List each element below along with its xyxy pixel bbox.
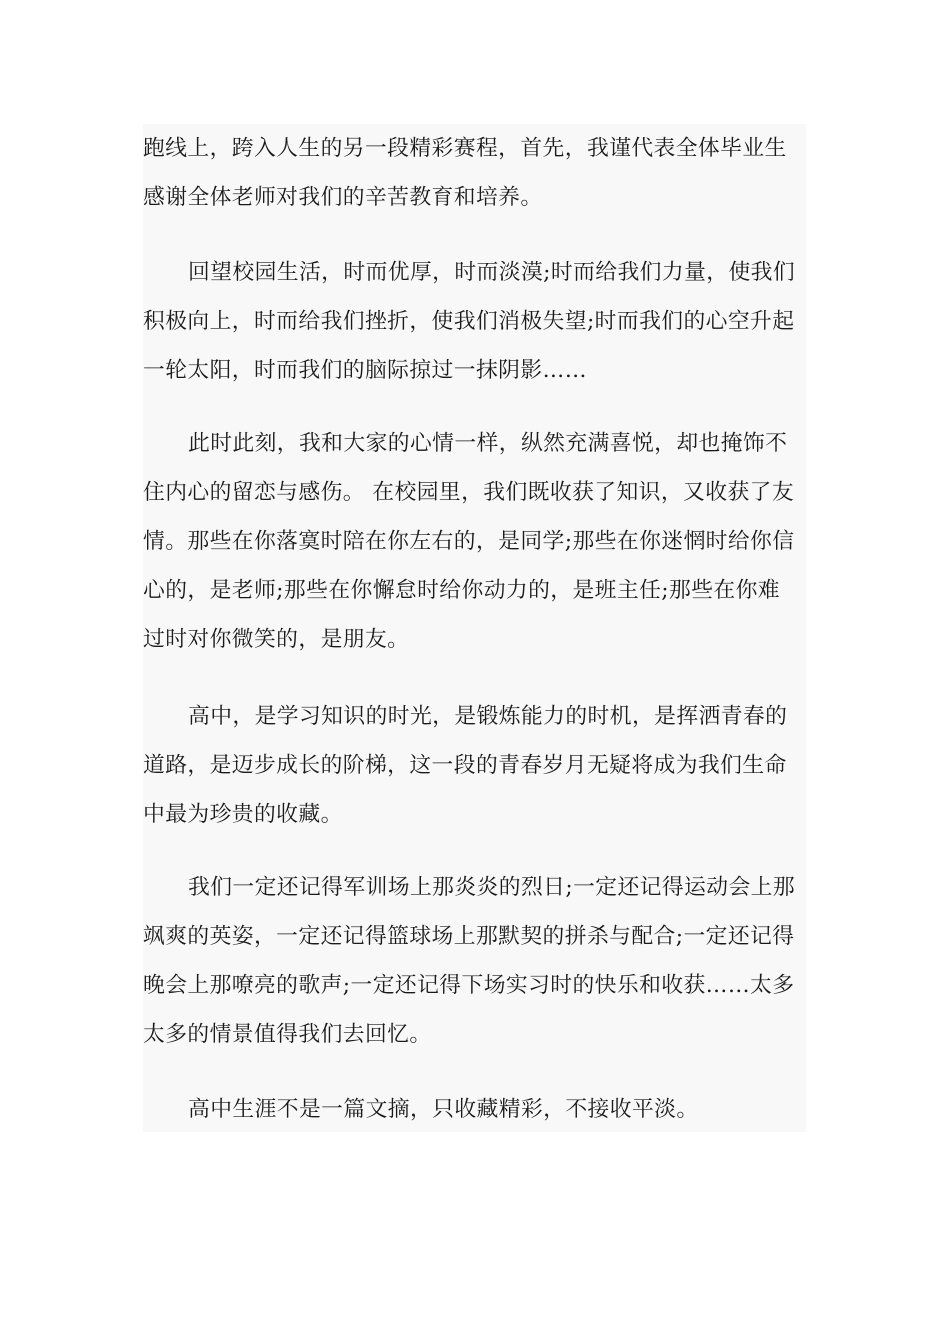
paragraph-line: 飒爽的英姿，一定还记得篮球场上那默契的拼杀与配合;一定还记得 <box>143 924 795 949</box>
paragraph-1 <box>143 124 806 222</box>
paragraph-line: 太多的情景值得我们去回忆。 <box>143 1022 432 1047</box>
paragraph-line: 心的，是老师;那些在你懈怠时给你动力的，是班主任;那些在你难 <box>143 578 781 603</box>
paragraph-4 <box>143 692 806 839</box>
paragraph-line: 住内心的留恋与感伤。 在校园里，我们既收获了知识，又收获了友 <box>143 480 795 505</box>
paragraph-3 <box>143 419 806 664</box>
paragraph-5 <box>143 863 806 1059</box>
paragraph-line: 回望校园生活，时而优厚，时而淡漠;时而给我们力量，使我们 <box>188 260 796 285</box>
paragraph-line: 感谢全体老师对我们的辛苦教育和培养。 <box>143 185 543 210</box>
paragraph-line: 过时对你微笑的，是朋友。 <box>143 627 410 652</box>
paragraph-line: 一轮太阳，时而我们的脑际掠过一抹阴影…… <box>143 358 587 383</box>
paragraph-line: 跑线上，跨入人生的另一段精彩赛程，首先，我谨代表全体毕业生 <box>143 136 787 161</box>
document-text-block <box>143 124 806 1132</box>
paragraph-line: 高中生涯不是一篇文摘，只收藏精彩，不接收平淡。 <box>188 1097 699 1122</box>
paragraph-line: 此时此刻，我和大家的心情一样，纵然充满喜悦，却也掩饰不 <box>188 431 788 456</box>
paragraph-2 <box>143 248 806 395</box>
paragraph-line: 积极向上，时而给我们挫折，使我们消极失望;时而我们的心空升起 <box>143 309 795 334</box>
paragraph-6 <box>143 1085 806 1134</box>
paragraph-line: 中最为珍贵的收藏。 <box>143 802 343 827</box>
paragraph-line: 我们一定还记得军训场上那炎炎的烈日;一定还记得运动会上那 <box>188 875 796 900</box>
paragraph-line: 道路，是迈步成长的阶梯，这一段的青春岁月无疑将成为我们生命 <box>143 753 787 778</box>
paragraph-line: 晚会上那嘹亮的歌声;一定还记得下场实习时的快乐和收获……太多 <box>143 973 795 998</box>
paragraph-line: 情。那些在你落寞时陪在你左右的，是同学;那些在你迷惘时给你信 <box>143 529 795 554</box>
paragraph-line: 高中，是学习知识的时光，是锻炼能力的时机，是挥洒青春的 <box>188 704 788 729</box>
